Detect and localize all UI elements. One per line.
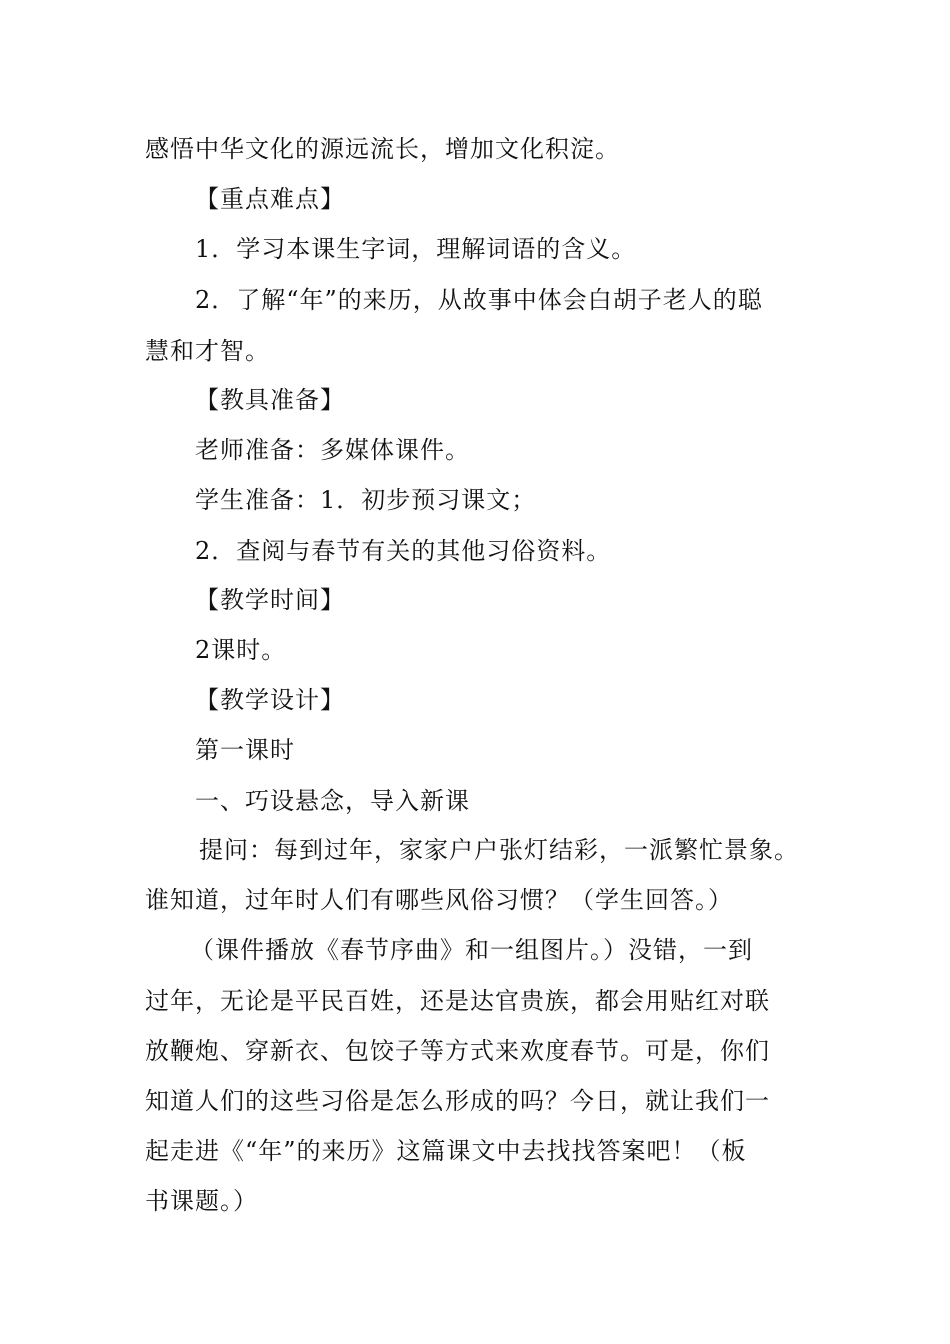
section-heading-time: 【教学时间】 [195, 586, 345, 614]
section-heading-materials: 【教具准备】 [195, 386, 345, 414]
paragraph-line: 老师准备：多媒体课件。 [195, 436, 470, 464]
paragraph-line: 起走进《“年”的来历》这篇课文中去找找答案吧！（板 [145, 1137, 747, 1165]
paragraph-line: 学生准备：1．初步预习课文； [195, 486, 537, 514]
paragraph-line: 放鞭炮、穿新衣、包饺子等方式来欢度春节。可是，你们 [145, 1037, 770, 1065]
list-item: 1．学习本课生字词，理解词语的含义。 [195, 235, 637, 263]
paragraph-line: 提问：每到过年，家家户户张灯结彩，一派繁忙景象。 [199, 836, 799, 864]
subheading: 第一课时 [195, 736, 295, 764]
paragraph-line: 知道人们的这些习俗是怎么形成的吗？今日，就让我们一 [145, 1087, 770, 1115]
paragraph-line: 慧和才智。 [145, 337, 270, 365]
paragraph-line: 2课时。 [195, 636, 287, 664]
paragraph-line: 谁知道，过年时人们有哪些风俗习惯？（学生回答。） [145, 886, 733, 914]
subheading: 一、巧设悬念，导入新课 [195, 787, 470, 815]
section-heading-key-points: 【重点难点】 [195, 185, 345, 213]
paragraph-line: 过年，无论是平民百姓，还是达官贵族，都会用贴红对联 [145, 987, 770, 1015]
list-item: 2．了解“年”的来历，从故事中体会白胡子老人的聪 [195, 286, 763, 314]
section-heading-design: 【教学设计】 [195, 686, 345, 714]
paragraph-line: （课件播放《春节序曲》和一组图片。）没错，一到 [190, 936, 753, 964]
list-item: 2．查阅与春节有关的其他习俗资料。 [195, 537, 612, 565]
paragraph-line: 书课题。） [145, 1187, 258, 1215]
paragraph-line: 感悟中华文化的源远流长，增加文化积淀。 [145, 135, 620, 163]
